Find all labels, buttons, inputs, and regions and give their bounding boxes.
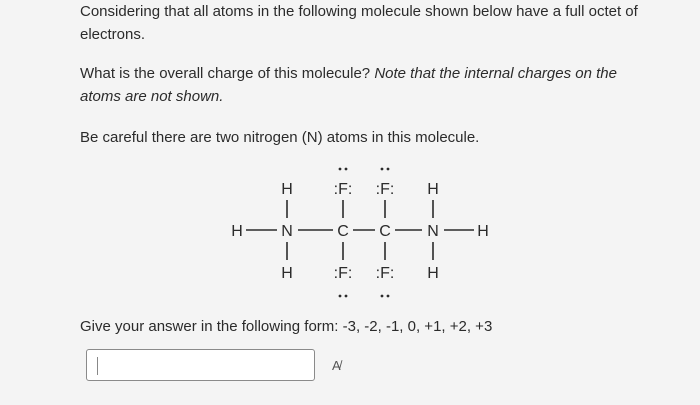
text-format-icon[interactable]: A̸ [332, 358, 341, 373]
atom-h-bottom-1: H [281, 265, 293, 282]
atom-h-top-1: H [281, 181, 293, 198]
intro-text: Considering that all atoms in the following molecule shown below have a full octet of electrons. [80, 3, 638, 43]
question-text [80, 62, 660, 108]
atom-n-left: N [281, 223, 293, 240]
atom-f-bottom-2: :F: [375, 265, 395, 282]
atom-f-top-2: :F: [375, 181, 395, 198]
atom-h-right: H [477, 223, 489, 240]
atom-h-left: H [231, 223, 243, 240]
atom-f-top-1: :F: [333, 181, 353, 198]
atom-c-left: C [337, 223, 349, 240]
question-note: Note that the internal charges on the atoms are not shown. [80, 65, 617, 105]
answer-format-text: Give your answer in the following form: -3, -2, -1, 0, +1, +2, +3 [80, 318, 493, 335]
molecule-structure [225, 164, 505, 304]
atom-h-bottom-2: H [427, 265, 439, 282]
atom-n-right: N [427, 223, 439, 240]
atom-c-right: C [379, 223, 391, 240]
atom-h-top-2: H [427, 181, 439, 198]
atom-f-bottom-1: :F: [333, 265, 353, 282]
warning-text: Be careful there are two nitrogen (N) atoms in this molecule. [80, 129, 480, 146]
answer-input[interactable] [86, 349, 315, 381]
question-prompt: What is the overall charge of this molecule? [80, 65, 371, 82]
text-cursor [97, 357, 98, 375]
